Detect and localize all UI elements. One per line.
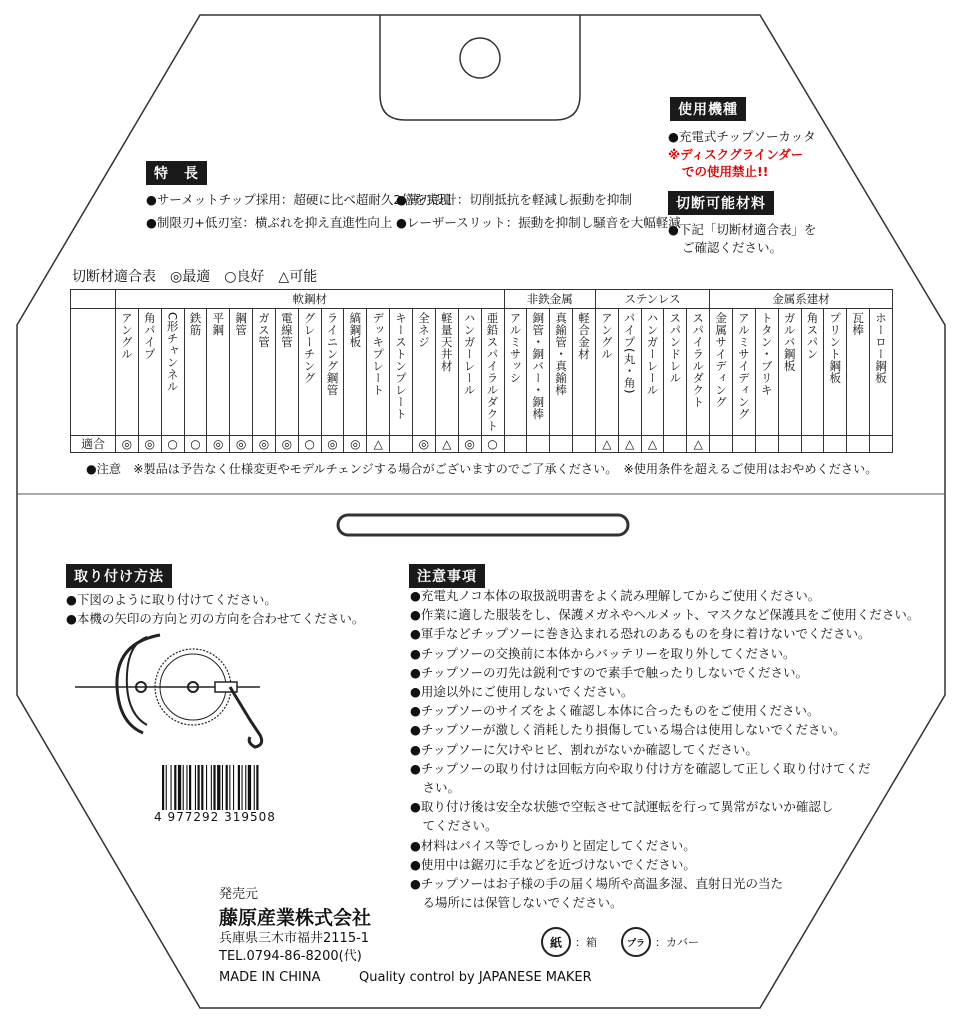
material-name-cell xyxy=(847,309,870,436)
plastic-recycle-mark xyxy=(621,927,699,957)
cuttable-line: ●下記「切断材適合表」を xyxy=(668,222,817,237)
material-rating xyxy=(801,436,824,453)
caution-item: さい。 xyxy=(410,780,461,796)
barcode-bar xyxy=(174,765,176,810)
material-name-cell xyxy=(778,309,801,436)
material-rating xyxy=(732,436,755,453)
hang-tab xyxy=(380,15,580,120)
material-name-cell xyxy=(207,309,230,436)
barcode-icon xyxy=(160,765,295,810)
material-rating: ○ xyxy=(184,436,207,453)
barcode-bar xyxy=(166,765,167,810)
material-name: アングル xyxy=(599,312,614,360)
blank-cell xyxy=(71,290,116,309)
machine-title: 使用機種 xyxy=(670,97,746,121)
material-rating: △ xyxy=(367,436,390,453)
material-name-cell xyxy=(527,309,550,436)
caution-item: ●チップソーのサイズをよく確認し本体に合ったものをご使用ください。 xyxy=(410,703,820,719)
material-rating xyxy=(390,436,413,453)
material-rating xyxy=(504,436,527,453)
caution-item: ●材料はバイス等でしっかりと固定してください。 xyxy=(410,837,696,853)
barcode-bar xyxy=(178,765,181,810)
footer-origin: MADE IN CHINA xyxy=(219,970,321,985)
material-rating xyxy=(710,436,733,453)
material-rating: ◎ xyxy=(253,436,276,453)
material-name-cell xyxy=(230,309,253,436)
slot xyxy=(338,515,628,535)
mounting-item: ●下図のように取り付けてください。 xyxy=(66,592,277,607)
material-name: 全ネジ xyxy=(416,312,431,348)
material-name-cell xyxy=(801,309,824,436)
barcode-bar xyxy=(238,765,240,810)
material-name-cell xyxy=(458,309,481,436)
material-name: 金属サイディング xyxy=(714,312,729,408)
barcode-bar xyxy=(198,765,200,810)
material-rating xyxy=(527,436,550,453)
barcode-bar xyxy=(189,765,191,810)
row-label: 適合 xyxy=(71,436,116,453)
material-name-cell xyxy=(344,309,367,436)
machine-line: ●充電式チップソーカッタ xyxy=(668,129,816,144)
material-name-cell xyxy=(275,309,298,436)
material-name: スパンドレル xyxy=(668,312,683,384)
material-name: グレーチング xyxy=(302,312,317,384)
material-name: 亜鉛スパイラルダクト xyxy=(485,312,500,432)
material-rating xyxy=(573,436,596,453)
material-name: 瓦棒 xyxy=(851,312,866,336)
machine-warning: での使用禁止!! xyxy=(682,164,769,179)
material-name: 鋼管 xyxy=(234,312,249,336)
caution-item: ●軍手などチップソーに巻き込まれる恐れのあるものを身に着けないでください。 xyxy=(410,626,871,642)
feature-item: ●薄刃設計：切削抵抗を軽減し振動を抑制 xyxy=(396,192,632,207)
caution-item: ●チップソーに欠けやヒビ、割れがないか確認してください。 xyxy=(410,741,758,757)
plastic-recycle-label: ：カバー xyxy=(655,936,699,949)
plastic-recycle-icon: プラ xyxy=(621,927,651,957)
barcode-bar xyxy=(254,765,255,810)
barcode-bar xyxy=(183,765,184,810)
material-name: アングル xyxy=(119,312,134,360)
features-title: 特 長 xyxy=(146,161,207,185)
material-name-cell xyxy=(321,309,344,436)
material-name-cell xyxy=(298,309,321,436)
material-name: 軽合金材 xyxy=(576,312,591,360)
barcode-digits: 4 977292 319508 xyxy=(154,810,276,824)
material-rating: △ xyxy=(618,436,641,453)
material-rating xyxy=(755,436,778,453)
caution-item: ●チップソーはお子様の手の届く場所や高温多湿、直射日光の当た xyxy=(410,876,784,892)
material-name: 角スパン xyxy=(805,312,820,360)
group-header: 非鉄金属 xyxy=(504,290,595,309)
barcode-bar xyxy=(229,765,230,810)
material-name: 角パイプ xyxy=(142,312,157,360)
barcode-bar xyxy=(256,765,258,810)
barcode-bar xyxy=(211,765,212,810)
feature-item: ●制限刃+低刃室：横ぶれを抑え直進性向上 xyxy=(146,215,393,230)
hang-hole xyxy=(460,38,500,78)
paper-recycle-icon: 紙 xyxy=(541,927,571,957)
material-rating: ○ xyxy=(481,436,504,453)
barcode-bar xyxy=(226,765,228,810)
feature-item: ●サーメットチップ採用：超硬に比べ超耐久2倍を実現 xyxy=(146,192,452,207)
material-name: キーストンプレート xyxy=(394,312,409,420)
material-name-cell xyxy=(641,309,664,436)
caution-item: ●作業に適した服装をし、保護メガネやヘルメット、マスクなど保護具をご使用ください。 xyxy=(410,607,920,623)
caution-item: ●取り付け後は安全な状態で空転させて試運転を行って異常がないか確認し xyxy=(410,799,834,815)
material-rating: △ xyxy=(595,436,618,453)
paper-recycle-label: ：箱 xyxy=(575,936,597,949)
barcode-bar xyxy=(162,765,164,810)
material-name-cell xyxy=(184,309,207,436)
material-names-row xyxy=(71,309,893,436)
material-rating xyxy=(550,436,573,453)
material-rating: ◎ xyxy=(116,436,139,453)
table-caption: 切断材適合表 ◎最適 ○良好 △可能 xyxy=(72,269,318,285)
material-rating: ◎ xyxy=(230,436,253,453)
material-name: スパイラルダクト xyxy=(691,312,706,408)
material-name: アルミサイディング xyxy=(736,312,751,420)
mounting-item: ●本機の矢印の方向と刃の方向を合わせてください。 xyxy=(66,611,365,626)
material-rating xyxy=(824,436,847,453)
cuttable-line: ご確認ください。 xyxy=(682,240,783,255)
barcode-bar xyxy=(222,765,223,810)
caution-item: る場所には保管しないでください。 xyxy=(410,895,623,911)
mounting-diagram-icon xyxy=(75,625,275,755)
mounting-title: 取り付け方法 xyxy=(66,564,172,588)
material-table xyxy=(70,289,893,453)
barcode-bar xyxy=(233,765,234,810)
material-name: 縞鋼板 xyxy=(348,312,363,348)
footer-quality: Quality control by JAPANESE MAKER xyxy=(359,970,592,985)
material-name-cell xyxy=(710,309,733,436)
material-name: 鉄筋 xyxy=(188,312,203,336)
caution-item: ●チップソーの刃先は鋭利ですので素手で触ったりしないでください。 xyxy=(410,664,809,680)
rating-row xyxy=(71,436,893,453)
paper-recycle-mark xyxy=(541,927,597,957)
caution-item: ●充電丸ノコ本体の取扱説明書をよく読み理解してからご使用ください。 xyxy=(410,588,821,603)
material-rating xyxy=(870,436,893,453)
material-rating: ◎ xyxy=(412,436,435,453)
cuttable-title: 切断可能材料 xyxy=(668,191,774,215)
caution-item: てください。 xyxy=(410,818,498,834)
material-name-cell xyxy=(573,309,596,436)
material-name: C形チャンネル xyxy=(165,312,180,393)
material-name-cell xyxy=(824,309,847,436)
caution-item: ●チップソーが激しく消耗したり損傷している場合は使用しないでください。 xyxy=(410,722,846,738)
barcode-bar xyxy=(217,765,220,810)
feature-item: ●レーザースリット：振動を抑制し騒音を大幅軽減 xyxy=(396,215,681,230)
publisher-tel: TEL.0794-86-8200(代) xyxy=(219,949,362,964)
barcode-bar xyxy=(195,765,196,810)
publisher-label: 発売元 xyxy=(219,887,259,902)
material-rating xyxy=(664,436,687,453)
barcode-bar xyxy=(171,765,172,810)
material-name: ガルバ鋼板 xyxy=(782,312,797,372)
material-name-cell xyxy=(664,309,687,436)
material-name: ハンガーレール xyxy=(645,312,660,396)
material-name: パイプ(丸・角) xyxy=(622,312,637,394)
publisher-address: 兵庫県三木市福井2115-1 xyxy=(219,931,370,946)
material-name-cell xyxy=(550,309,573,436)
material-rating: △ xyxy=(687,436,710,453)
barcode-bar xyxy=(213,765,215,810)
material-name-cell xyxy=(138,309,161,436)
barcode-bar xyxy=(242,765,243,810)
caution-item: ●使用中は鋸刃に手などを近づけないでください。 xyxy=(410,856,696,872)
material-rating xyxy=(778,436,801,453)
material-name-cell xyxy=(755,309,778,436)
material-name-cell xyxy=(253,309,276,436)
material-name: ガス管 xyxy=(256,312,271,348)
caution-item: ●チップソーの交換前に本体からバッテリーを取り外してください。 xyxy=(410,645,796,661)
material-name-cell xyxy=(595,309,618,436)
material-name: ハンガーレール xyxy=(462,312,477,396)
material-rating: △ xyxy=(435,436,458,453)
material-name-cell xyxy=(732,309,755,436)
material-rating: △ xyxy=(641,436,664,453)
material-name: デッキプレート xyxy=(371,312,386,396)
material-name-cell xyxy=(870,309,893,436)
machine-warning: ※ディスクグラインダー xyxy=(668,147,804,162)
barcode-bar xyxy=(248,765,251,810)
material-rating: ◎ xyxy=(458,436,481,453)
group-row xyxy=(71,290,893,309)
group-header: 軟鋼材 xyxy=(116,290,505,309)
material-name: アルミサッシ xyxy=(508,312,523,384)
material-rating: ◎ xyxy=(321,436,344,453)
barcode-bar xyxy=(245,765,246,810)
material-rating: ◎ xyxy=(275,436,298,453)
publisher-company: 藤原産業株式会社 xyxy=(219,907,372,929)
material-rating: ◎ xyxy=(138,436,161,453)
material-name-cell xyxy=(390,309,413,436)
material-rating: ◎ xyxy=(344,436,367,453)
material-rating xyxy=(847,436,870,453)
material-name: 軽量天井材 xyxy=(439,312,454,372)
material-name: 平鋼 xyxy=(211,312,226,336)
caution-item: ●チップソーの取り付けは回転方向や取り付け方を確認して正しく取り付けてくだ xyxy=(410,760,871,776)
barcode-bar xyxy=(206,765,207,810)
material-name: 電線管 xyxy=(279,312,294,348)
group-header: ステンレス xyxy=(595,290,709,309)
material-name: 銅管・銅バー・銅棒 xyxy=(531,312,546,420)
material-name-cell xyxy=(618,309,641,436)
caution-item: ●用途以外にご使用しないでください。 xyxy=(410,684,634,700)
material-name: 真鍮管・真鍮棒 xyxy=(554,312,569,396)
blank-cell xyxy=(71,309,116,436)
cautions-title: 注意事項 xyxy=(409,564,485,588)
barcode-bar xyxy=(186,765,187,810)
barcode-bar xyxy=(201,765,203,810)
material-rating: ○ xyxy=(161,436,184,453)
material-name-cell xyxy=(412,309,435,436)
material-name-cell xyxy=(435,309,458,436)
material-name-cell xyxy=(504,309,527,436)
material-name-cell xyxy=(161,309,184,436)
material-name-cell xyxy=(481,309,504,436)
material-name-cell xyxy=(687,309,710,436)
caution-list xyxy=(410,586,919,912)
material-name: トタン・ブリキ xyxy=(759,312,774,396)
material-name: ライニング鋼管 xyxy=(325,312,340,396)
material-rating: ◎ xyxy=(207,436,230,453)
material-name: プリント鋼板 xyxy=(828,312,843,384)
material-rating: ○ xyxy=(298,436,321,453)
group-header: 金属系建材 xyxy=(710,290,893,309)
material-name-cell xyxy=(116,309,139,436)
table-note: ●注意 ※製品は予告なく仕様変更やモデルチェンジする場合がございますのでご了承ください。 ※使用条件を超えるご使用はおやめください。 xyxy=(86,462,878,476)
material-name-cell xyxy=(367,309,390,436)
material-name: ホーロー鋼板 xyxy=(873,312,888,384)
